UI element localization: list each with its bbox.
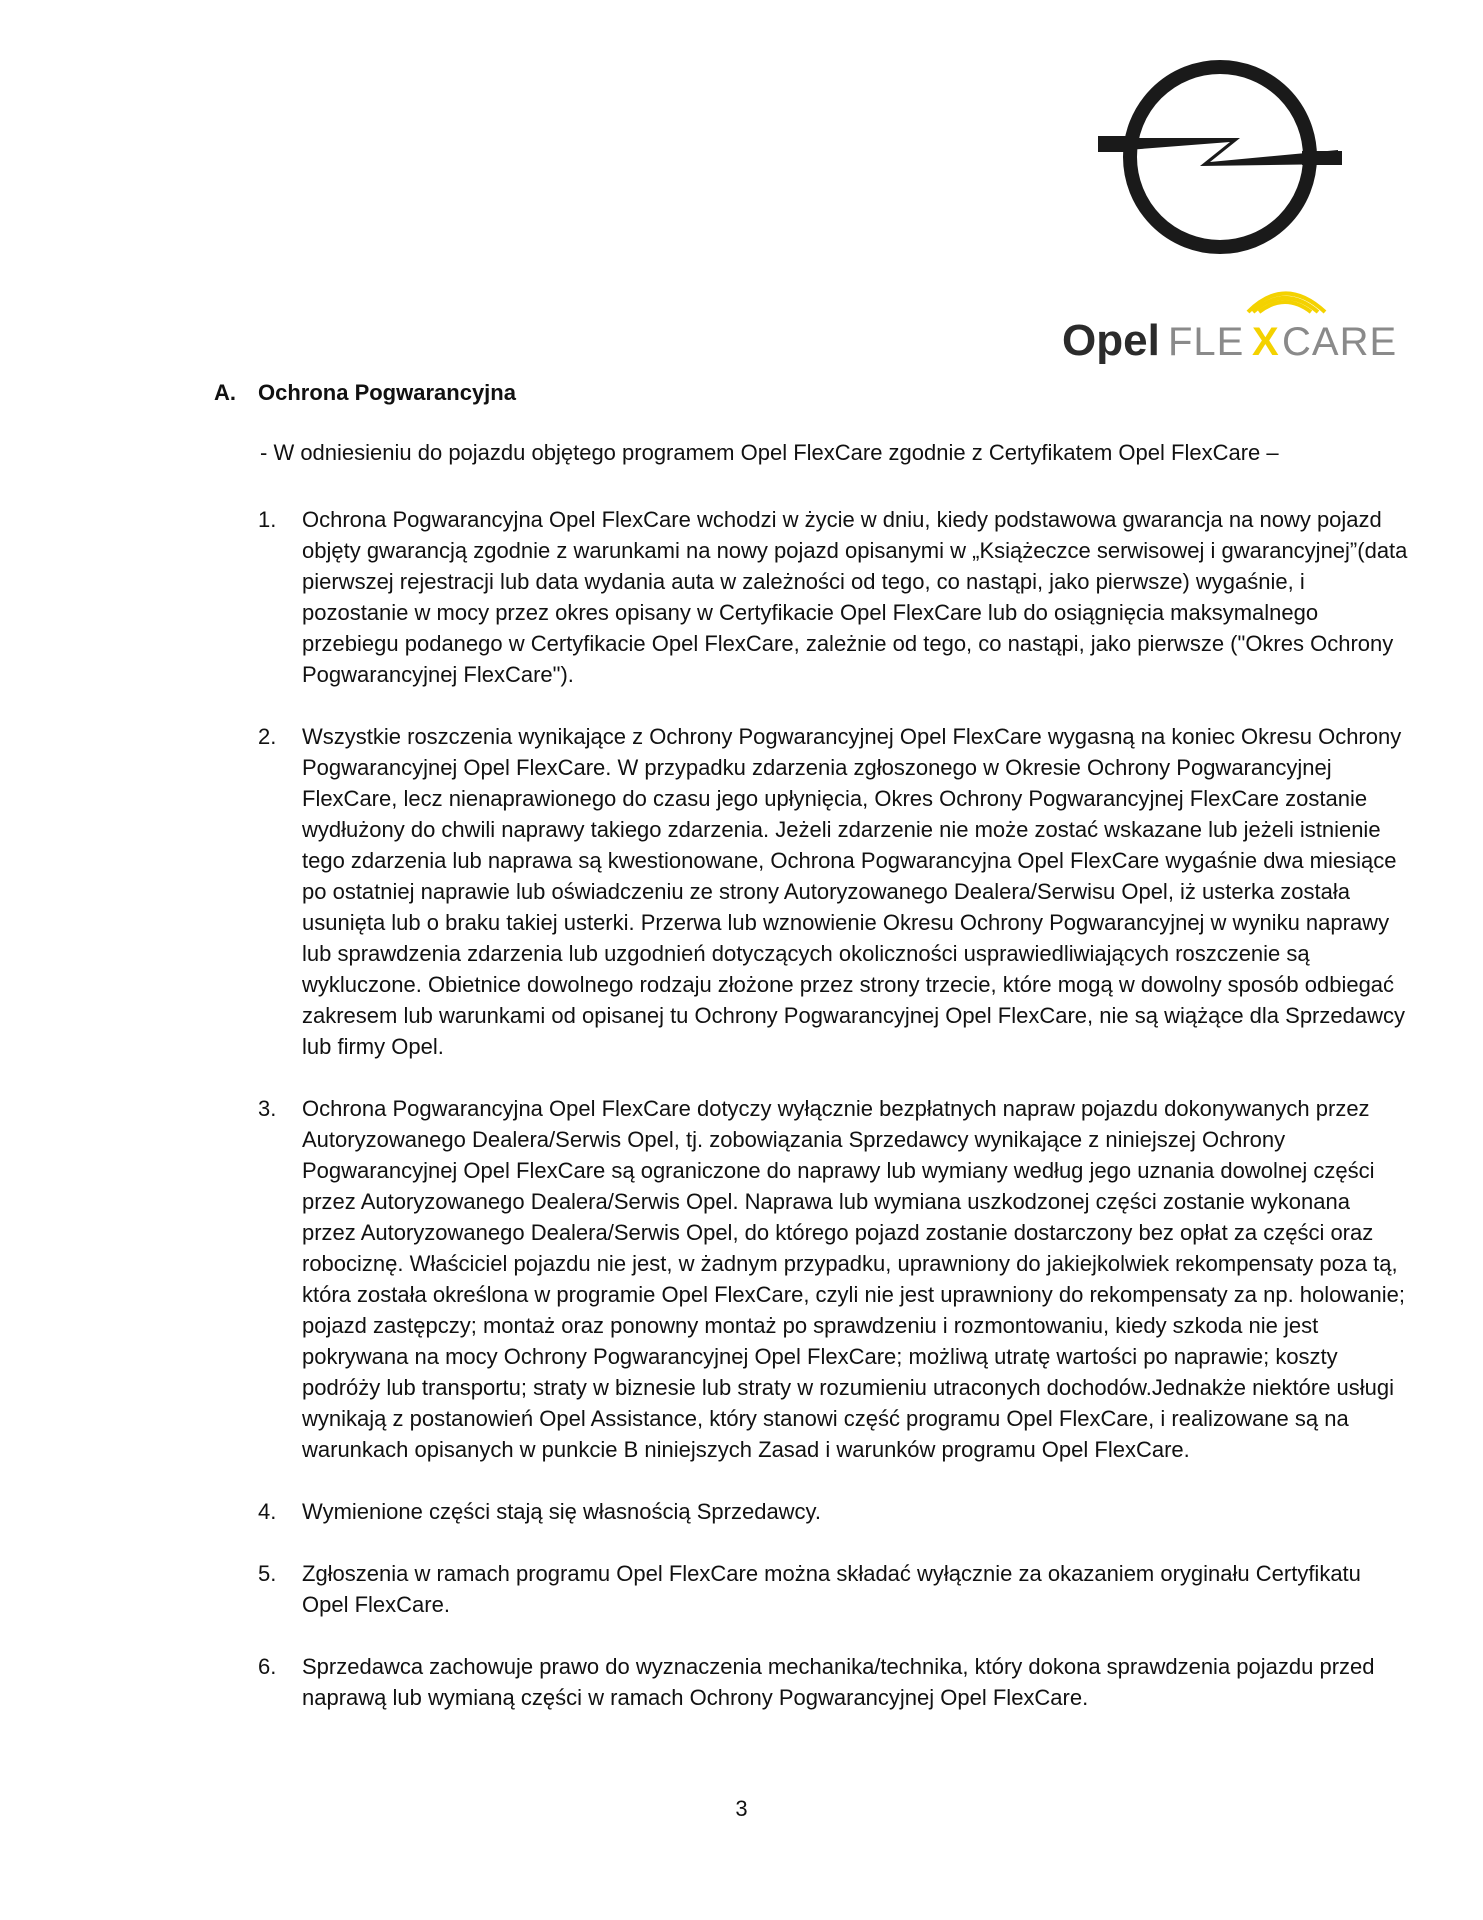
section-letter: A. (214, 380, 236, 405)
opel-flexcare-logo (1060, 50, 1398, 365)
clause-item (258, 721, 1408, 1062)
clause-item (258, 1093, 1408, 1465)
opel-blitz-emblem-icon (1090, 50, 1350, 265)
clause-text: Wszystkie roszczenia wynikające z Ochrony Pogwarancyjnej Opel FlexCare wygasną na koniec Okresu Ochrony Pogwarancyjnej Opel FlexCare. W przypadku zdarzenia zgłoszonego w Okresie Ochrony Pogwarancyjnej FlexCare, lecz nienaprawionego do czasu jego upłynięcia, Okres Ochrony Pogwarancyjnej FlexCare zostanie wydłużony do chwili naprawy takiego zdarzenia. Jeżeli zdarzenie nie może zostać wskazane lub jeżeli istnienie tego zdarzenia lub naprawa są kwestionowane, Ochrona Pogwarancyjna Opel FlexCare wygaśnie dwa miesiące po ostatniej naprawie lub oświadczeniu ze strony Autoryzowanego Dealera/Serwisu Opel, iż usterka została usunięta lub o braku takiej usterki. Przerwa lub wznowienie Okresu Ochrony Pogwarancyjnej w wyniku naprawy lub sprawdzenia zdarzenia lub uzgodnień dotyczących okoliczności usprawiedliwiających roszczenie są wykluczone. Obietnice dowolnego rodzaju złożone przez strony trzecie, które mogą w dowolny sposób odbiegać zakresem lub warunkami od opisanej tu Ochrony Pogwarancyjnej Opel FlexCare, nie są wiążące dla Sprzedawcy lub firmy Opel. (302, 724, 1405, 1059)
section-title: Ochrona Pogwarancyjna (258, 380, 516, 405)
clause-item (258, 1558, 1408, 1620)
clause-item (258, 1651, 1408, 1713)
page-number: 3 (735, 1796, 748, 1821)
clause-item (258, 504, 1408, 690)
clause-number: 1. (258, 507, 277, 532)
svg-text:Opel: Opel (1062, 316, 1160, 365)
clause-number: 3. (258, 1096, 277, 1121)
svg-text:X: X (1252, 320, 1279, 364)
clause-item (258, 1496, 1408, 1527)
clause-number: 5. (258, 1561, 277, 1586)
svg-text:FLE: FLE (1168, 320, 1245, 364)
section-heading (214, 380, 516, 406)
clause-text: Zgłoszenia w ramach programu Opel FlexCare można składać wyłącznie za okazaniem oryginału Certyfikatu Opel FlexCare. (302, 1561, 1361, 1617)
clause-list (258, 504, 1408, 1744)
clause-text: Sprzedawca zachowuje prawo do wyznaczenia mechanika/technika, który dokona sprawdzenia pojazdu przed naprawą lub wymianą części w ramach Ochrony Pogwarancyjnej Opel FlexCare. (302, 1654, 1375, 1710)
clause-text: Ochrona Pogwarancyjna Opel FlexCare dotyczy wyłącznie bezpłatnych napraw pojazdu dokonywanych przez Autoryzowanego Dealera/Serwis Opel, tj. zobowiązania Sprzedawcy wynikające z niniejszej Ochrony Pogwarancyjnej Opel FlexCare są ograniczone do naprawy lub wymiany według jego uznania dowolnej części przez Autoryzowanego Dealera/Serwis Opel. Naprawa lub wymiana uszkodzonej części zostanie wykonana przez Autoryzowanego Dealera/Serwis Opel, do którego pojazd zostanie dostarczony bez opłat za części oraz robociznę. Właściciel pojazdu nie jest, w żadnym przypadku, uprawniony do jakiejkolwiek rekompensaty poza tą, która została określona w programie Opel FlexCare, czyli nie jest uprawniony do rekompensaty za np. holowanie; pojazd zastępczy; montaż oraz ponowny montaż po sprawdzeniu i rozmontowaniu, kiedy szkoda nie jest pokrywana na mocy Ochrony Pogwarancyjnej Opel FlexCare; możliwą utratę wartości po naprawie; koszty podróży lub transportu; straty w biznesie lub straty w rozumieniu utraconych dochodów.Jednakże niektóre usługi wynikają z postanowień Opel Assistance, który stanowi część programu Opel FlexCare, i realizowane są na warunkach opisanych w punkcie B niniejszych Zasad i warunków programu Opel FlexCare. (302, 1096, 1405, 1462)
svg-text:CARE: CARE (1282, 320, 1398, 364)
intro-line: - W odniesieniu do pojazdu objętego programem Opel FlexCare zgodnie z Certyfikatem Opel FlexCare – (260, 440, 1279, 465)
clause-text: Wymienione części stają się własnością Sprzedawcy. (302, 1499, 822, 1524)
clause-number: 6. (258, 1654, 277, 1679)
clause-number: 4. (258, 1499, 277, 1524)
flexcare-wordmark (1060, 270, 1398, 365)
clause-text: Ochrona Pogwarancyjna Opel FlexCare wchodzi w życie w dniu, kiedy podstawowa gwarancja na nowy pojazd objęty gwarancją zgodnie z warunkami na nowy pojazd opisanymi w „Książeczce serwisowej i gwarancyjnej”(data pierwszej rejestracji lub data wydania auta w zależności od tego, co nastąpi, jako pierwsze) wygaśnie, i pozostanie w mocy przez okres opisany w Certyfikacie Opel FlexCare lub do osiągnięcia maksymalnego przebiegu podanego w Certyfikacie Opel FlexCare, zależnie od tego, co nastąpi, jako pierwsze ("Okres Ochrony Pogwarancyjnej FlexCare"). (302, 507, 1408, 687)
clause-number: 2. (258, 724, 277, 749)
